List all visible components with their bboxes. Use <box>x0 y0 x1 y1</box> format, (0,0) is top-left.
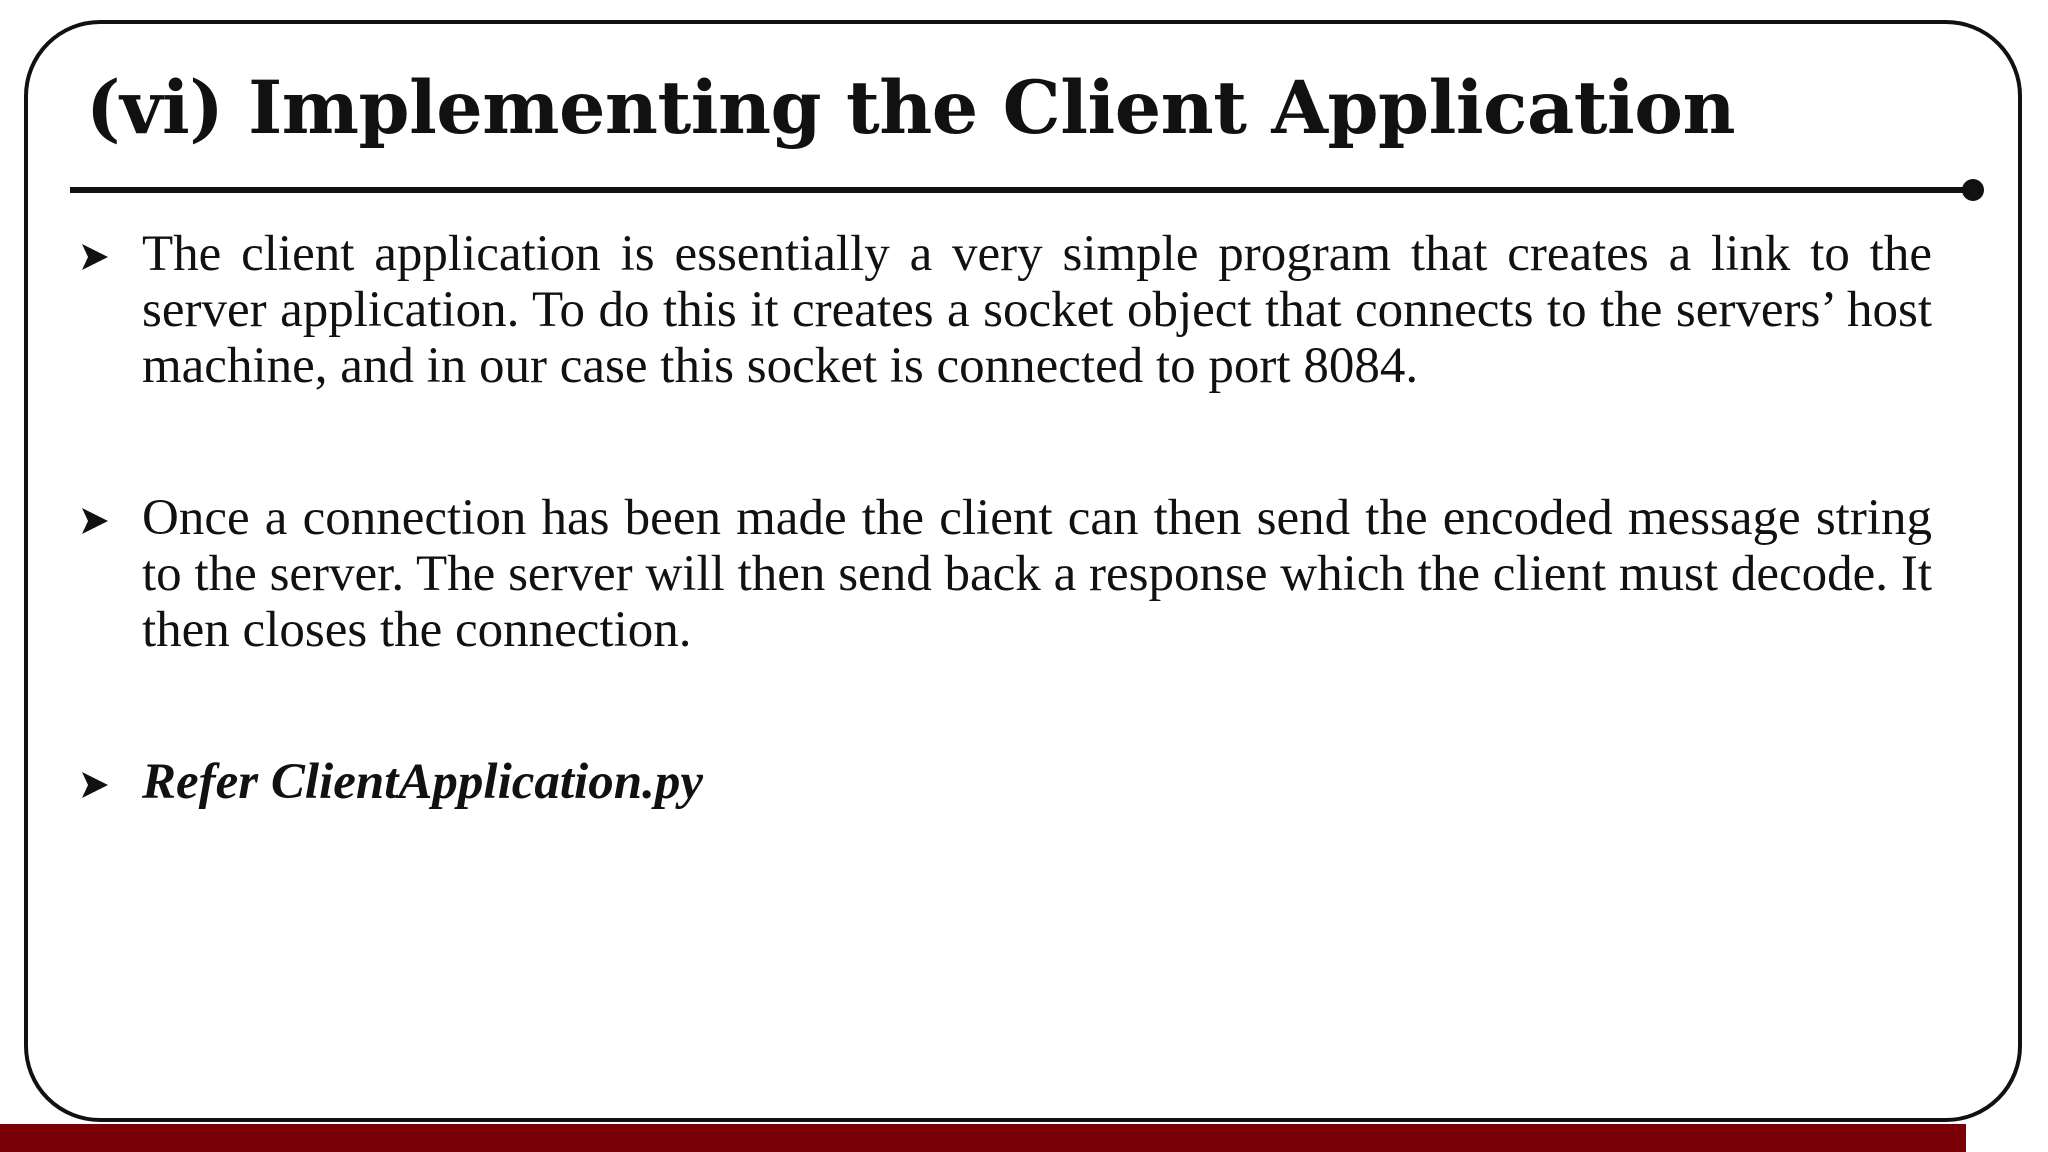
bullet-item-reference <box>80 754 1932 810</box>
bullet-text: The client application is essentially a very simple program that creates a link to the server application. To do this it creates a socket object that connects to the servers’ host machine, and in our case this socket is connected to port 8084. <box>142 226 1932 394</box>
bullet-list <box>80 226 1932 810</box>
title-underline <box>70 187 1970 193</box>
arrowhead-bullet-icon <box>80 242 110 272</box>
bullet-text: Once a connection has been made the client can then send the encoded message string to the server. The server will then send back a response which the client must decode. It then closes the connection. <box>142 490 1932 658</box>
underline-end-dot <box>1962 179 1984 201</box>
arrowhead-bullet-icon <box>80 506 110 536</box>
reference-file-text: Refer ClientApplication.py <box>142 754 703 810</box>
arrowhead-bullet-icon <box>80 770 110 800</box>
bullet-item-connection <box>80 490 1932 658</box>
footer-bar <box>0 1124 1966 1152</box>
slide-title: (vi) Implementing the Client Application <box>86 65 1736 151</box>
bullet-item-client-application <box>80 226 1932 394</box>
